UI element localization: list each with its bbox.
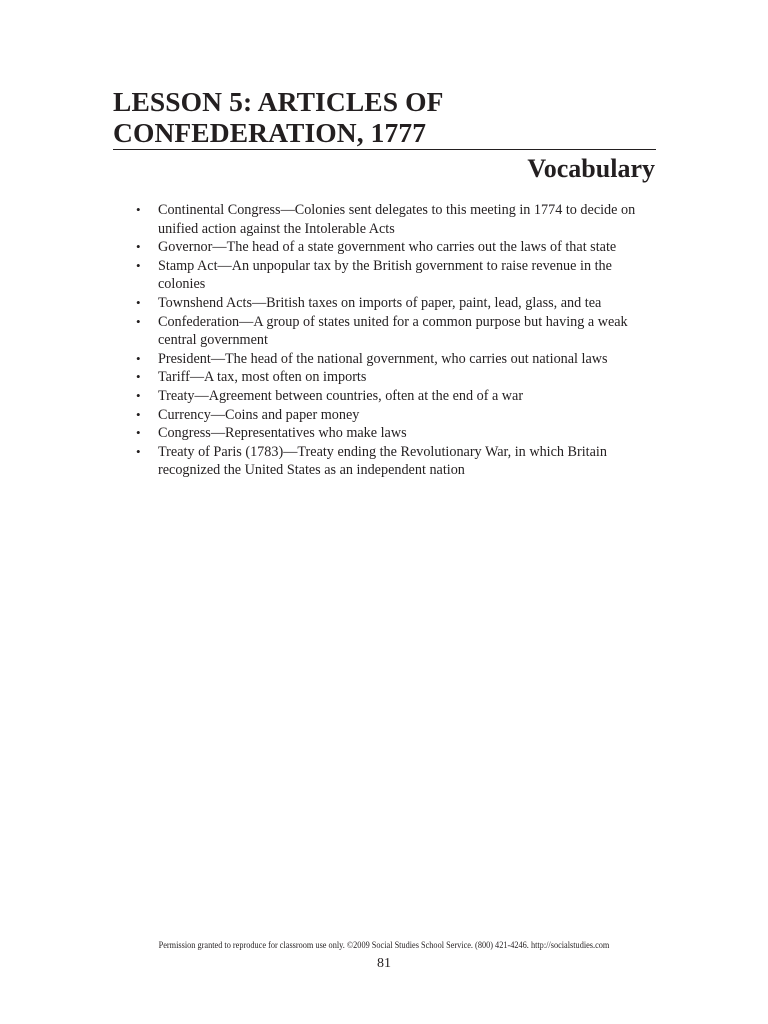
bullet-icon: • [136, 350, 141, 366]
bullet-icon: • [136, 239, 141, 255]
bullet-icon: • [136, 202, 141, 217]
bullet-icon: • [136, 406, 141, 422]
page-number: 81 [377, 956, 391, 971]
vocabulary-item [136, 257, 658, 294]
vocabulary-item [136, 424, 658, 443]
em-dash: — [194, 387, 209, 404]
vocabulary-term: Confederation [158, 313, 240, 330]
vocabulary-definition: Treaty ending the Revolutionary War, in which Britain recognized the United States as an independent nation [158, 443, 607, 479]
vocabulary-item [136, 201, 658, 238]
em-dash: — [239, 313, 254, 330]
em-dash: — [251, 294, 267, 311]
bullet-icon: • [136, 425, 141, 441]
vocabulary-term: Stamp Act [158, 257, 218, 274]
bullet-icon: • [136, 369, 141, 385]
title-divider [113, 149, 656, 150]
vocabulary-item [136, 313, 658, 350]
vocabulary-term: Currency [158, 406, 211, 423]
lesson-title-line-1: LESSON 5: ARTICLES OF [113, 86, 444, 117]
vocabulary-definition: The head of the national government, who carries out national laws [225, 350, 608, 367]
bullet-icon: • [136, 443, 141, 459]
em-dash: — [210, 406, 225, 423]
vocabulary-item [136, 294, 658, 313]
em-dash: — [210, 425, 225, 442]
vocabulary-term: Tariff [158, 369, 190, 386]
vocabulary-item [136, 443, 658, 480]
vocabulary-definition: Representatives who make laws [225, 425, 407, 442]
vocabulary-definition: A group of states united for a common purpose but having a weak central government [158, 313, 628, 349]
em-dash: — [217, 257, 232, 274]
vocabulary-definition: An unpopular tax by the British government to raise revenue in the colonies [158, 257, 612, 293]
copyright-permission-notice: Permission granted to reproduce for classroom use only. ©2009 Social Studies School Service. (800) 421-4246. http://socialstudies.com [158, 940, 610, 950]
vocabulary-term: Townshend Acts [158, 294, 252, 311]
vocabulary-definition: The head of a state government who carries out the laws of that state [226, 239, 617, 256]
lesson-title [113, 86, 658, 148]
vocabulary-definition: British taxes on imports of paper, paint, lead, glass, and tea [266, 294, 602, 311]
em-dash: — [189, 369, 205, 386]
vocabulary-list [136, 201, 658, 480]
vocabulary-item [136, 350, 658, 369]
vocabulary-item [136, 406, 658, 425]
vocabulary-term: Congress [158, 425, 211, 442]
vocabulary-term: President [158, 350, 211, 367]
bullet-icon: • [136, 313, 141, 329]
vocabulary-definition: Agreement between countries, often at the end of a war [208, 387, 524, 404]
vocabulary-term: Continental Congress [158, 202, 281, 218]
vocabulary-term: Treaty of Paris (1783) [158, 443, 284, 460]
vocabulary-term: Treaty [158, 387, 195, 404]
bullet-icon: • [136, 257, 141, 273]
vocabulary-definition: A tax, most often on imports [204, 369, 367, 386]
em-dash: — [210, 350, 225, 367]
em-dash: — [212, 239, 227, 256]
vocabulary-definition: Coins and paper money [224, 406, 360, 423]
bullet-icon: • [136, 294, 141, 310]
em-dash: — [280, 202, 295, 218]
em-dash: — [283, 443, 298, 460]
lesson-title-line-2: CONFEDERATION, 1777 [113, 117, 427, 148]
vocabulary-item [136, 238, 658, 257]
vocabulary-definition: Colonies sent delegates to this meeting in 1774 to decide on unified action against the Intolerable Acts [158, 202, 636, 237]
vocabulary-item [136, 368, 658, 387]
bullet-icon: • [136, 387, 141, 403]
vocabulary-item [136, 387, 658, 406]
section-heading: Vocabulary [527, 154, 655, 183]
vocabulary-term: Governor [158, 239, 213, 256]
